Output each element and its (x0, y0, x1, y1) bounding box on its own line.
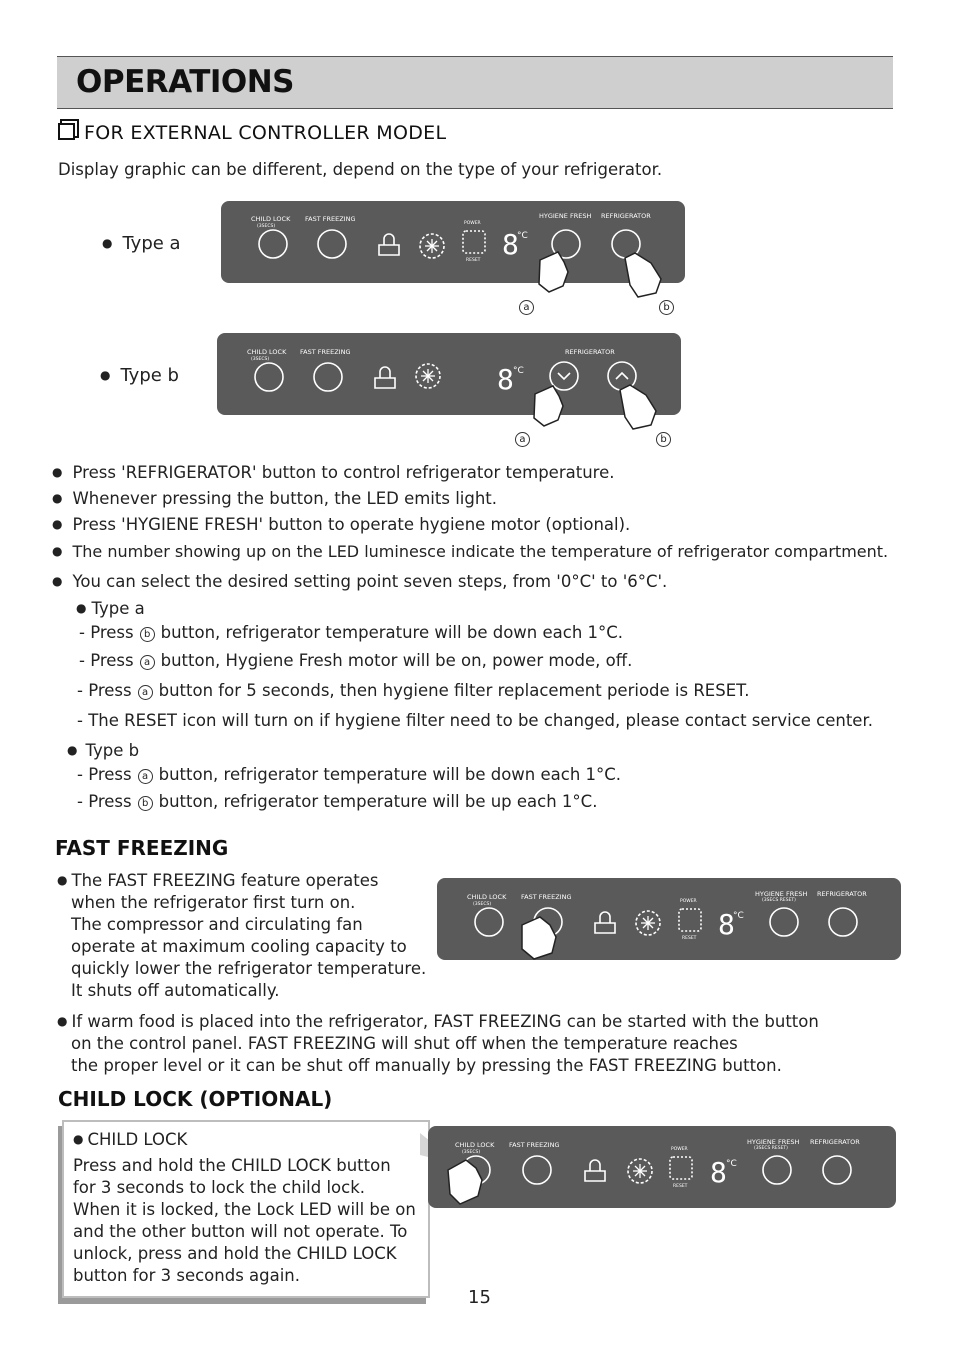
marker-b-type-a: b (659, 296, 674, 315)
panel-cl-reset-label: RESET (673, 1184, 688, 1189)
panel-cl-digit: 8 (710, 1156, 727, 1189)
child-lock-callout-title: CHILD LOCK (87, 1130, 188, 1149)
external-controller-heading-text: FOR EXTERNAL CONTROLLER MODEL (84, 122, 447, 144)
type-a-line: - Press a button for 5 seconds, then hygiene filter replacement periode is RESET. (77, 681, 750, 700)
hand-pointer-icon (440, 1150, 490, 1220)
panel-a-digit: 8 (502, 228, 519, 261)
bullet-item: ● Whenever pressing the button, the LED emits light. (52, 489, 498, 508)
marker-a-type-a: a (519, 296, 534, 315)
type-a-label: ● Type a (102, 233, 181, 254)
panel-ff-child-lock-label: CHILD LOCK (467, 893, 507, 901)
panel-cl-child-lock-label: CHILD LOCK (455, 1141, 495, 1149)
bullet-item: ● Press 'HYGIENE FRESH' button to operate hygiene motor (optional). (52, 515, 631, 534)
lock-icon (375, 367, 395, 388)
panel-ff-hygiene-sub: (3SECS RESET) (762, 898, 796, 903)
marker-b-type-b: b (656, 428, 671, 447)
panel-a-fast-freezing-label: FAST FREEZING (305, 215, 356, 223)
bullet-item: ● The number showing up on the LED luminesce indicate the temperature of refrigerator compartment. (52, 542, 889, 561)
hand-pointer-icon (625, 253, 661, 297)
fast-freezing-note: ● If warm food is placed into the refrigerator, FAST FREEZING can be started with the button on the control panel. FAST FREEZING will shut off when the temperature reaches the proper level or it can be shut off manually by pressing the FAST FREEZING button. (57, 1012, 819, 1075)
panel-cl-hygiene-button (763, 1156, 791, 1184)
type-b-line: - Press a button, refrigerator temperature will be down each 1°C. (77, 765, 622, 784)
type-b-line: - Press b button, refrigerator temperature will be up each 1°C. (77, 792, 598, 811)
panel-ff-child-lock-button (475, 908, 503, 936)
panel-cl-power-label: POWER (671, 1147, 688, 1152)
lock-icon (585, 1160, 605, 1181)
type-b-detail-label: ● Type b (67, 741, 140, 760)
panel-b-child-lock-label: CHILD LOCK (247, 348, 287, 356)
panel-b-digit: 8 (497, 363, 514, 396)
panel-ff-hygiene-button (770, 908, 798, 936)
panel-cl-unit: °C (726, 1159, 737, 1169)
power-icon (463, 231, 485, 253)
panel-a-unit: °C (517, 231, 528, 241)
snowflake-icon (421, 369, 435, 383)
type-a-reset-note: - The RESET icon will turn on if hygiene filter need to be changed, please contact service center. (77, 711, 873, 730)
panel-ff-refrigerator-label: REFRIGERATOR (817, 890, 867, 898)
power-icon (679, 909, 701, 931)
lock-icon (379, 234, 399, 255)
panel-cl-refrigerator-button (823, 1156, 851, 1184)
panel-a-child-lock-label: CHILD LOCK (251, 215, 291, 223)
control-panel-fast-freezing (437, 878, 901, 960)
control-panel-child-lock (428, 1126, 896, 1208)
panel-b-child-lock-button (255, 363, 283, 391)
panel-cl-refrigerator-label: REFRIGERATOR (810, 1138, 860, 1146)
panel-cl-fast-freezing-label: FAST FREEZING (509, 1141, 560, 1149)
panel-a-power-label: POWER (464, 221, 481, 226)
type-a-line: - Press b button, refrigerator temperature will be down each 1°C. (79, 623, 624, 642)
snowflake-icon (633, 1164, 647, 1178)
panel-cl-hygiene-sub: (3SECS RESET) (754, 1146, 788, 1151)
panel-ff-refrigerator-button (829, 908, 857, 936)
marker-a-type-b: a (515, 428, 530, 447)
panel-ff-hygiene-label: HYGIENE FRESH (755, 890, 808, 898)
snowflake-icon (641, 916, 655, 930)
hand-pointer-icon (539, 252, 568, 292)
child-lock-callout: ● CHILD LOCK Press and hold the CHILD LOCK button for 3 seconds to lock the child lock. When it is locked, the Lock LED will be on and the other button will not operate. To unlock, press and hold the CHILD LOCK button for 3 seconds again. (62, 1120, 430, 1298)
external-controller-heading (58, 122, 446, 144)
page-title: OPERATIONS (76, 64, 295, 100)
hand-pointer-icon (512, 905, 572, 970)
panel-ff-power-label: POWER (680, 899, 697, 904)
panel-cl-fast-freezing-button (523, 1156, 551, 1184)
panel-ff-unit: °C (733, 911, 744, 921)
type-b-label: ● Type b (100, 365, 179, 386)
panel-a-child-lock-sub: (3SECS) (257, 224, 276, 229)
panel-a-hygiene-label: HYGIENE FRESH (539, 212, 592, 220)
child-lock-heading: CHILD LOCK (OPTIONAL) (58, 1087, 333, 1111)
panel-a-fast-freezing-button (318, 230, 346, 258)
page-number: 15 (468, 1287, 491, 1308)
panel-b-fast-freezing-label: FAST FREEZING (300, 348, 351, 356)
panel-b-fast-freezing-button (314, 363, 342, 391)
lock-icon (595, 912, 615, 933)
fast-freezing-description: ● The FAST FREEZING feature operates when the refrigerator first turn on. The compressor and circulating fan operate at maximum cooling capacity to quickly lower the refrigerator temperature. It shuts off automatically. (57, 871, 427, 1000)
panel-ff-reset-label: RESET (682, 936, 697, 941)
type-a-detail-label: ● Type a (76, 599, 145, 618)
panel-ff-fast-freezing-label: FAST FREEZING (521, 893, 572, 901)
fast-freezing-heading: FAST FREEZING (55, 836, 229, 860)
panel-ff-digit: 8 (718, 908, 735, 941)
panel-a-child-lock-button (259, 230, 287, 258)
hand-pointer-icon (620, 385, 656, 429)
snowflake-icon (425, 239, 439, 253)
panel-a-refrigerator-label: REFRIGERATOR (601, 212, 651, 220)
panel-cl-hygiene-label: HYGIENE FRESH (747, 1138, 800, 1146)
bullet-item: ● Press 'REFRIGERATOR' button to control refrigerator temperature. (52, 463, 615, 482)
checkbox-icon (58, 123, 75, 140)
panel-a-reset-label: RESET (466, 258, 481, 263)
panel-b-refrigerator-label: REFRIGERATOR (565, 348, 615, 356)
bullet-item: ● You can select the desired setting point seven steps, from '0°C' to '6°C'. (52, 572, 668, 591)
panel-cl-child-lock-sub: (3SECS) (462, 1150, 481, 1155)
panel-b-unit: °C (513, 366, 524, 376)
panel-ff-child-lock-sub: (3SECS) (473, 902, 492, 907)
hand-pointer-icon (534, 386, 563, 426)
display-note: Display graphic can be different, depend on the type of your refrigerator. (58, 160, 663, 179)
power-icon (670, 1157, 692, 1179)
panel-b-child-lock-sub: (3SECS) (251, 357, 270, 362)
type-a-line: - Press a button, Hygiene Fresh motor will be on, power mode, off. (79, 651, 633, 670)
